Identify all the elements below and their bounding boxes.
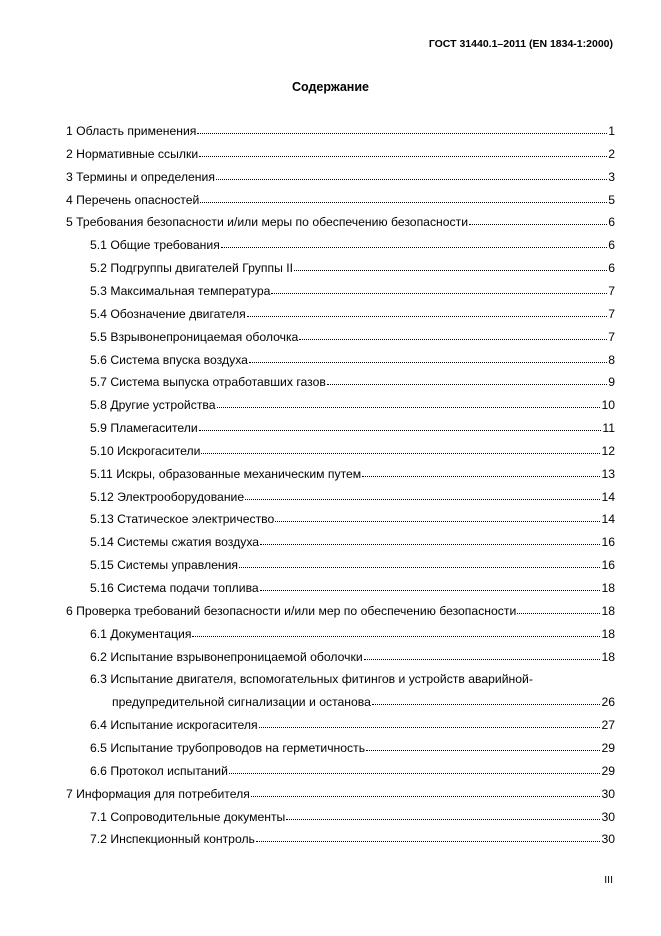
- toc-entry-label: 5.13 Статическое электричество: [90, 512, 275, 527]
- toc-leader-dots: [299, 339, 607, 340]
- toc-leader-dots: [245, 499, 600, 500]
- page-number: III: [604, 874, 613, 886]
- toc-entry-page: 7: [608, 306, 615, 321]
- toc-entry[interactable]: [90, 646, 615, 664]
- toc-entry[interactable]: [90, 463, 615, 481]
- toc-entry-label: 5.3 Максимальная температура: [90, 283, 271, 298]
- toc-leader-dots: [201, 453, 600, 454]
- toc-entry-label: 5.9 Пламегасители: [90, 421, 198, 436]
- toc-entry-page: 29: [601, 763, 615, 778]
- toc-entry-label: 5.5 Взрывонепроницаемая оболочка: [90, 329, 299, 344]
- toc-entry-label: 5.12 Электрооборудование: [90, 489, 245, 504]
- toc-entry-label: 7 Информация для потребителя: [66, 786, 250, 801]
- toc-entry-page: 5: [608, 192, 615, 207]
- toc-entry-page: 6: [608, 261, 615, 276]
- toc-leader-dots: [259, 727, 601, 728]
- toc-leader-dots: [372, 704, 601, 705]
- toc-entry[interactable]: [90, 417, 615, 435]
- toc-entry[interactable]: [90, 440, 615, 458]
- toc-entry[interactable]: [90, 349, 615, 367]
- toc-entry-label: 2 Нормативные ссылки: [66, 146, 199, 161]
- toc-leader-dots: [251, 796, 601, 797]
- toc-entry-page: 7: [608, 283, 615, 298]
- toc-entry-page: 10: [601, 398, 615, 413]
- toc-entry-label: 5.7 Система выпуска отработавших газов: [90, 375, 326, 390]
- toc-entry-page: 8: [608, 352, 615, 367]
- toc-entry-page: 16: [601, 535, 615, 550]
- toc-entry-page: 1: [608, 124, 615, 138]
- toc-entry-label: 6.2 Испытание взрывонепроницаемой оболочки: [90, 649, 363, 664]
- toc-entry-label: 5.2 Подгруппы двигателей Группы II: [90, 261, 293, 276]
- toc-leader-dots: [260, 590, 601, 591]
- toc-entry[interactable]: [90, 554, 615, 572]
- toc-leader-dots: [239, 567, 600, 568]
- toc-leader-dots: [199, 430, 602, 431]
- toc-entry[interactable]: [66, 189, 615, 207]
- toc-entry-label: 6.1 Документация: [90, 626, 192, 641]
- page-title: Содержание: [291, 80, 369, 94]
- toc-entry-page: 6: [608, 238, 615, 253]
- toc-entry-page: 7: [608, 329, 615, 344]
- toc-entry-page: 18: [601, 626, 615, 641]
- toc-leader-dots: [199, 156, 607, 157]
- toc-leader-dots: [362, 476, 600, 477]
- toc-entry[interactable]: [112, 691, 615, 709]
- toc-entry-label: 6.3 Испытание двигателя, вспомогательных фитингов и устройств аварийной-: [90, 672, 533, 687]
- toc-entry-label: 6.6 Протокол испытаний: [90, 763, 228, 778]
- toc-entry[interactable]: [90, 623, 615, 641]
- toc-entry-page: 14: [601, 512, 615, 527]
- toc-entry-page: 11: [602, 421, 615, 436]
- toc-entry[interactable]: [66, 783, 615, 801]
- toc-entry[interactable]: [66, 143, 615, 161]
- toc-entry[interactable]: [90, 806, 615, 824]
- toc-entry[interactable]: [90, 303, 615, 321]
- toc-entry-page: 18: [601, 649, 615, 664]
- toc-leader-dots: [517, 613, 600, 614]
- toc-entry-page: 6: [608, 215, 615, 230]
- toc-entry-page: 18: [601, 581, 615, 595]
- toc-leader-dots: [197, 133, 607, 134]
- toc-entry-label: 7.1 Сопроводительные документы: [90, 809, 286, 824]
- toc-leader-dots: [469, 224, 607, 225]
- toc-entry-page: 13: [601, 466, 615, 481]
- toc-entry-page: 14: [601, 489, 615, 504]
- toc-leader-dots: [247, 316, 608, 317]
- toc-leader-dots: [294, 270, 607, 271]
- toc-entry[interactable]: [90, 737, 615, 755]
- toc-entry[interactable]: [66, 120, 615, 138]
- toc-leader-dots: [249, 362, 607, 363]
- toc-entry-page: 26: [601, 695, 615, 710]
- toc-leader-dots: [200, 202, 607, 203]
- toc-leader-dots: [229, 773, 601, 774]
- toc-entry[interactable]: [90, 828, 615, 846]
- toc-leader-dots: [256, 841, 601, 842]
- toc-entry-label: 5.15 Системы управления: [90, 558, 239, 573]
- toc-entry-page: 30: [601, 786, 615, 801]
- toc-entry-label: 1 Область применения: [66, 124, 197, 138]
- toc-entry-page: 16: [601, 558, 615, 573]
- toc-entry-page: 18: [601, 603, 615, 618]
- toc-leader-dots: [327, 384, 607, 385]
- toc-entry-label: 5.8 Другие устройства: [90, 398, 216, 413]
- toc-entry-label: предупредительной сигнализации и останова: [112, 695, 371, 710]
- toc-entry[interactable]: [90, 280, 615, 298]
- toc-entry[interactable]: [90, 394, 615, 412]
- toc-entry-page: 29: [601, 740, 615, 755]
- toc-entry-label: 5.16 Система подачи топлива: [90, 581, 259, 595]
- toc-leader-dots: [221, 247, 607, 248]
- toc-entry-label: 6.4 Испытание искрогасителя: [90, 718, 258, 733]
- toc-entry-page: 30: [601, 809, 615, 824]
- toc-entry[interactable]: [90, 257, 615, 275]
- toc-entry[interactable]: [90, 668, 615, 686]
- toc-entry[interactable]: [90, 508, 615, 526]
- toc-leader-dots: [192, 636, 600, 637]
- toc-leader-dots: [366, 750, 600, 751]
- toc-leader-dots: [275, 521, 600, 522]
- toc-entry[interactable]: [90, 531, 615, 549]
- toc-entry[interactable]: [90, 326, 615, 344]
- toc-entry-page: 30: [601, 832, 615, 847]
- toc-entry[interactable]: [90, 234, 615, 252]
- toc-entry-label: 6.5 Испытание трубопроводов на герметичность: [90, 740, 366, 755]
- toc-entry[interactable]: [66, 166, 615, 184]
- toc-leader-dots: [364, 659, 601, 660]
- toc-entry-label: 5.6 Система впуска воздуха: [90, 352, 248, 367]
- toc-entry[interactable]: [66, 600, 615, 618]
- toc-entry-label: 5.10 Искрогасители: [90, 443, 201, 458]
- toc-entry-page: 3: [608, 169, 615, 184]
- toc-leader-dots: [260, 544, 600, 545]
- toc-entry[interactable]: [90, 760, 615, 778]
- toc-entry-page: 27: [601, 718, 615, 733]
- toc-entry[interactable]: [66, 211, 615, 229]
- toc-entry-label: 5.4 Обозначение двигателя: [90, 306, 246, 321]
- toc-entry-label: 6 Проверка требований безопасности и/или мер по обеспечению безопасности: [66, 603, 517, 618]
- toc-entry-label: 7.2 Инспекционный контроль: [90, 832, 255, 847]
- toc-leader-dots: [216, 179, 607, 180]
- toc-entry-label: 3 Термины и определения: [66, 169, 215, 184]
- toc-entry-label: 5.11 Искры, образованные механическим путем: [90, 466, 362, 481]
- toc-entry-label: 5 Требования безопасности и/или меры по обеспечению безопасности: [66, 215, 469, 230]
- toc-entry[interactable]: [90, 577, 615, 595]
- toc-entry[interactable]: [90, 371, 615, 389]
- toc-entry-page: 9: [608, 375, 615, 390]
- toc-entry[interactable]: [90, 714, 615, 732]
- toc-entry-label: 5.1 Общие требования: [90, 238, 220, 253]
- toc-entry-page: 2: [608, 146, 615, 161]
- toc-entry-page: 12: [601, 443, 615, 458]
- toc-leader-dots: [286, 819, 600, 820]
- toc-leader-dots: [217, 407, 601, 408]
- document-header: ГОСТ 31440.1–2011 (EN 1834-1:2000): [428, 38, 613, 50]
- toc-entry-label: 5.14 Системы сжатия воздуха: [90, 535, 260, 550]
- toc-entry[interactable]: [90, 486, 615, 504]
- toc-leader-dots: [271, 293, 607, 294]
- toc-entry-label: 4 Перечень опасностей: [66, 192, 200, 207]
